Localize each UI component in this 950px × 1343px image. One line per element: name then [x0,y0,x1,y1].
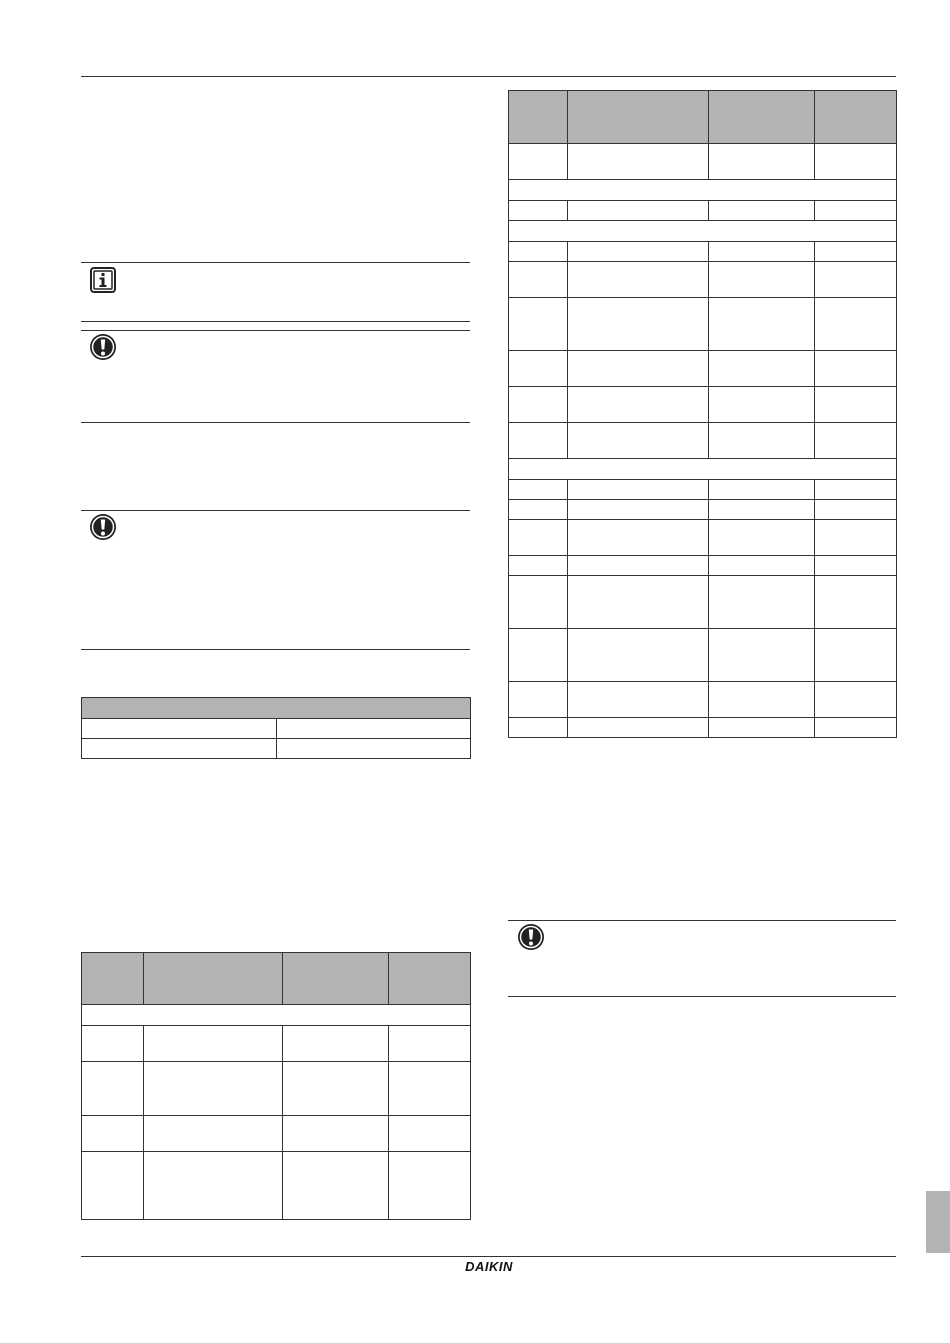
table-row [509,576,897,629]
table-row [509,423,897,459]
table-row [509,480,897,500]
table-row [509,144,897,180]
table-section-row [509,180,897,201]
right-table [508,90,897,738]
info-icon [89,266,117,294]
table-row [82,1026,471,1062]
table-row [509,520,897,556]
table-row [509,262,897,298]
table-row [509,629,897,682]
warning-notice-1 [81,330,470,423]
warning-notice-2 [81,510,470,650]
exclamation-icon [89,333,117,361]
exclamation-icon [517,923,545,951]
table-row [82,719,471,739]
info-notice [81,262,470,322]
table-row [509,500,897,520]
small-table [81,697,471,759]
table-row [82,1152,471,1220]
table-header-row [82,953,471,1005]
table-section-row [82,1005,471,1026]
table-row [82,1116,471,1152]
table-row [509,201,897,221]
table-row [509,298,897,351]
chapter-side-tab [926,1191,950,1253]
table-header-row [82,698,471,719]
daikin-logo [458,1259,520,1273]
table-row [509,682,897,718]
table-header-row [509,91,897,144]
table-row [509,351,897,387]
svg-text:DAIKIN: DAIKIN [465,1259,513,1273]
table-row [509,718,897,738]
warning-notice-3 [508,920,896,997]
table-row [509,556,897,576]
table-row [509,242,897,262]
header-rule [81,76,896,77]
left-bottom-table [81,952,471,1220]
table-row [82,1062,471,1116]
footer-rule [81,1256,896,1257]
table-row [82,739,471,759]
table-section-row [509,459,897,480]
table-section-row [509,221,897,242]
exclamation-icon [89,513,117,541]
table-row [509,387,897,423]
